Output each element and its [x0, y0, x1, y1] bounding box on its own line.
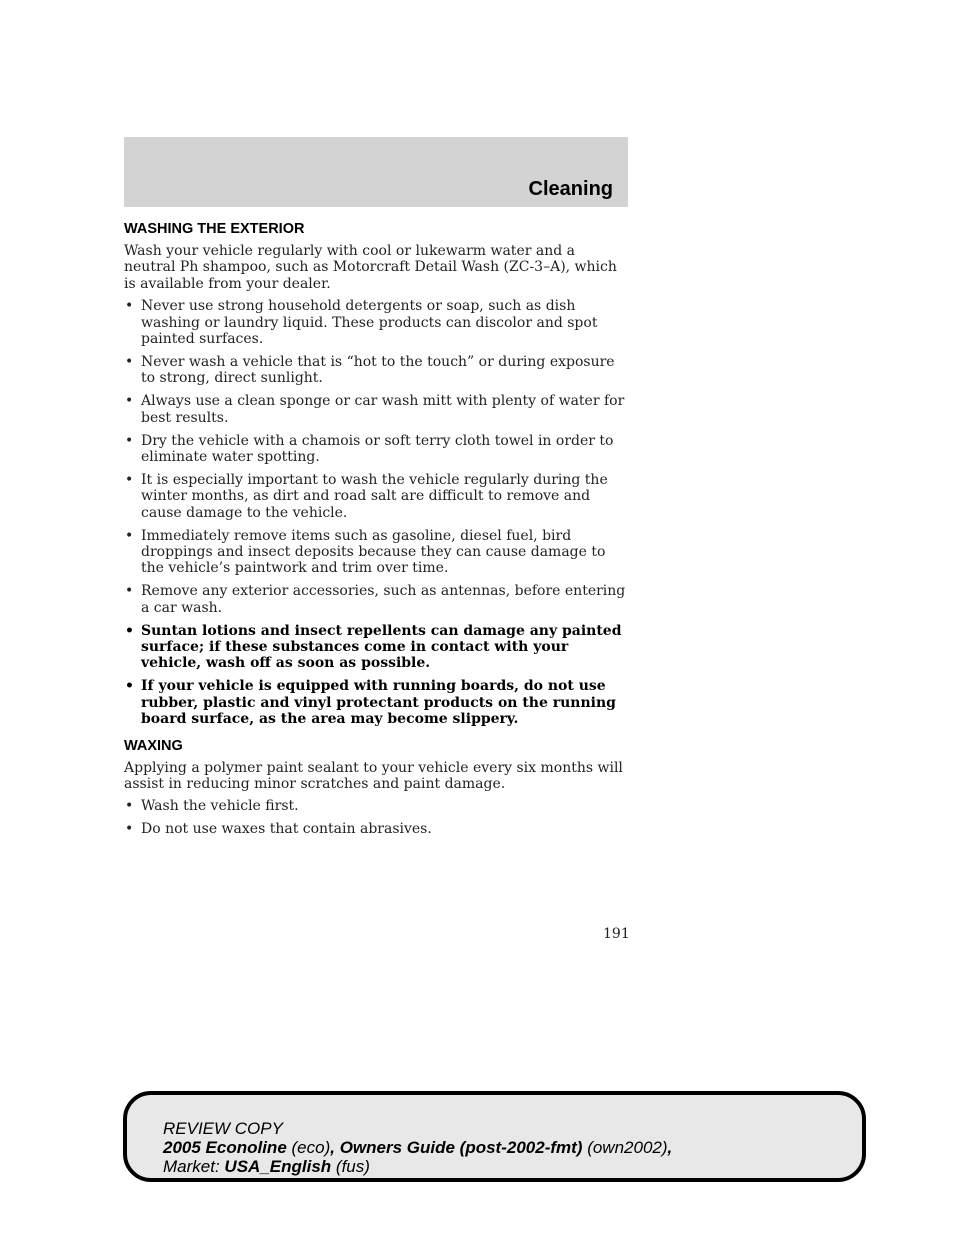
model-code: (eco) — [291, 1138, 331, 1157]
page-content — [124, 221, 630, 844]
list-item-text: Suntan lotions and insect repellents can damage any painted surface; if these substances come in contact with your vehicle, wash off as soon as possible. — [141, 622, 622, 672]
washing-heading: WASHING THE EXTERIOR — [124, 221, 305, 237]
list-item — [124, 433, 630, 466]
bullet-icon: • — [125, 678, 134, 695]
list-item-text: It is especially important to wash the vehicle regularly during the winter months, as dirt and road salt are difficult to remove and cause damage to the vehicle. — [141, 471, 608, 521]
list-item-text: If your vehicle is equipped with running boards, do not use rubber, plastic and vinyl protectant products on the running board surface, as the area may become slippery. — [141, 678, 616, 728]
list-item — [124, 528, 630, 577]
page-number: 191 — [603, 926, 630, 942]
waxing-heading: WAXING — [124, 737, 183, 754]
bullet-icon: • — [125, 527, 134, 544]
bullet-icon: • — [125, 798, 134, 815]
guide-comma: , — [667, 1138, 673, 1157]
washing-bullet-list — [124, 298, 630, 727]
list-item — [124, 393, 630, 426]
section-header-band — [124, 137, 628, 207]
list-item — [124, 821, 630, 837]
review-copy-label: REVIEW COPY — [163, 1119, 283, 1138]
list-item — [124, 472, 630, 521]
list-item-text: Wash the vehicle first. — [141, 798, 299, 815]
market-name: USA_English — [224, 1157, 332, 1176]
list-item-text: Do not use waxes that contain abrasives. — [141, 821, 432, 838]
bullet-icon: • — [125, 393, 134, 410]
review-copy-text — [163, 1119, 672, 1176]
market-label: Market: — [163, 1157, 220, 1176]
section-title: Cleaning — [528, 178, 613, 200]
market-code: (fus) — [335, 1157, 370, 1176]
guide-name: , Owners Guide (post-2002-fmt) — [330, 1138, 583, 1157]
review-copy-model-line — [163, 1138, 672, 1157]
list-item-text: Dry the vehicle with a chamois or soft terry cloth towel in order to eliminate water spotting. — [141, 432, 614, 465]
bullet-icon: • — [125, 583, 134, 600]
list-item — [124, 798, 630, 814]
bullet-icon: • — [125, 622, 134, 639]
list-item-text: Immediately remove items such as gasoline, diesel fuel, bird droppings and insect deposits because they can cause damage to the vehicle’s paintwork and trim over time. — [141, 527, 606, 577]
list-item — [124, 298, 630, 347]
warning-list-item — [124, 623, 630, 672]
bullet-icon: • — [125, 353, 134, 370]
list-item — [124, 354, 630, 387]
warning-list-item — [124, 678, 630, 727]
list-item-text: Always use a clean sponge or car wash mitt with plenty of water for best results. — [141, 393, 625, 426]
washing-intro: Wash your vehicle regularly with cool or lukewarm water and a neutral Ph shampoo, such as Motorcraft Detail Wash (ZC-3–A), which is available from your dealer. — [124, 243, 617, 292]
review-copy-market-line — [163, 1157, 672, 1176]
guide-code: (own2002) — [587, 1138, 668, 1157]
list-item-text: Never wash a vehicle that is “hot to the touch” or during exposure to strong, direct sunlight. — [141, 353, 615, 387]
bullet-icon: • — [125, 298, 134, 315]
waxing-bullet-list — [124, 798, 630, 837]
model-name: 2005 Econoline — [163, 1138, 287, 1157]
list-item — [124, 583, 630, 616]
bullet-icon: • — [125, 821, 134, 838]
bullet-icon: • — [125, 471, 134, 488]
bullet-icon: • — [125, 432, 134, 449]
waxing-intro: Applying a polymer paint sealant to your vehicle every six months will assist in reducing minor scratches and paint damage. — [124, 759, 623, 792]
review-copy-box — [123, 1091, 866, 1182]
list-item-text: Remove any exterior accessories, such as antennas, before entering a car wash. — [141, 583, 626, 616]
list-item-text: Never use strong household detergents or soap, such as dish washing or laundry liquid. These products can discolor and spot painted surfaces. — [141, 298, 598, 348]
